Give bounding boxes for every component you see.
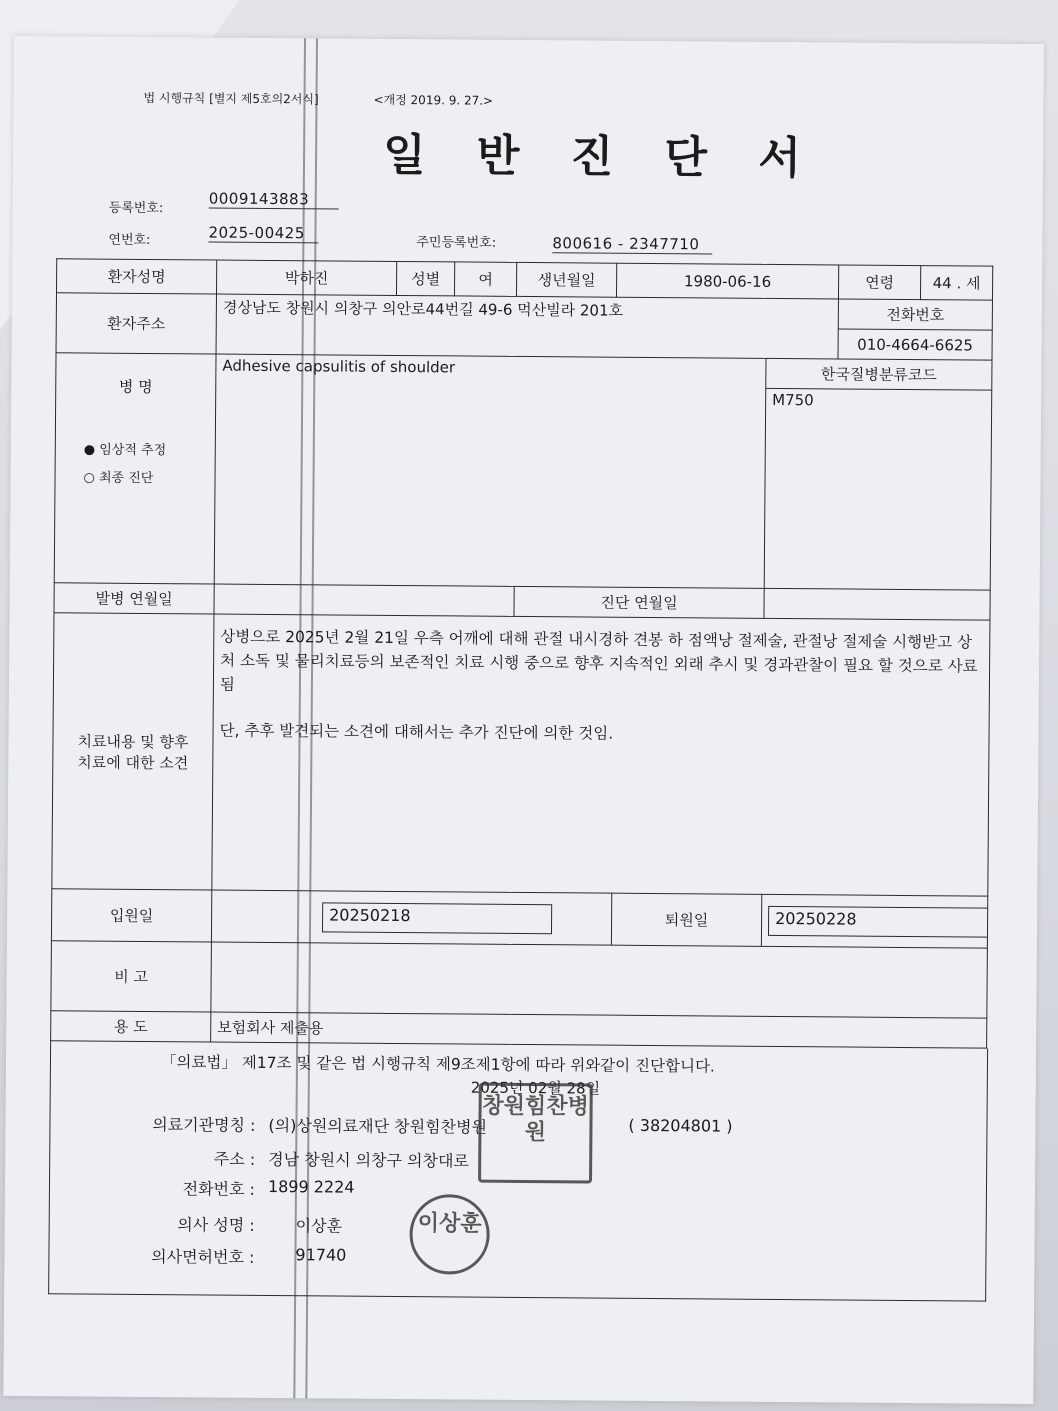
treatment-label-line1: 치료내용 및 향후 [77, 731, 189, 751]
patient-name: 박하진 [216, 260, 396, 295]
reg-no-value: 0009143883 [209, 189, 339, 209]
clinical-estimate-radio: ● 임상적 추정 [83, 442, 167, 459]
remarks-row [51, 941, 988, 1018]
hospital-seal-stamp: 창원힘찬병원 [478, 1083, 593, 1184]
discharge-label: 퇴원일 [611, 893, 761, 946]
onset-label: 발병 연월일 [54, 583, 214, 614]
institution-code: ( 38204801 ) [628, 1115, 733, 1136]
age-value: 44 . 세 [920, 266, 992, 301]
doctor-name: 이상훈 [295, 1216, 343, 1236]
dob-value: 1980-06-16 [616, 263, 838, 299]
patient-name-label: 환자성명 [56, 259, 216, 294]
usage-value: 보험회사 제출용 [211, 1012, 987, 1048]
issue-date: 2025년 02월 28일 [470, 1078, 601, 1098]
admission-date: 20250218 [322, 902, 552, 934]
doctor-seal-stamp: 이상훈 [409, 1194, 490, 1275]
usage-label: 용 도 [51, 1011, 211, 1042]
serial-value: 2025-00425 [208, 223, 318, 243]
sex-label: 성별 [396, 261, 454, 295]
final-diagnosis-radio: ○ 최종 진단 [83, 470, 154, 487]
age-label: 연령 [838, 265, 920, 300]
issuer-section [48, 1041, 988, 1301]
revision-date: <개정 2019. 9. 27.> [373, 92, 494, 108]
remarks-value [211, 942, 988, 1018]
license-label: 의사면허번호 : [151, 1247, 255, 1267]
kcd-code-value: M750 [764, 388, 992, 590]
document-title: 일 반 진 단 서 [382, 129, 820, 185]
treatment-note: 단, 추후 발견되는 소견에 대해서는 추가 진단에 의한 것임. [219, 721, 614, 743]
rrn-label: 주민등록번호: [416, 235, 497, 251]
treatment-text-cell [212, 614, 990, 896]
address-label: 환자주소 [56, 293, 216, 354]
onset-value [214, 584, 514, 616]
address-footer-label: 주소 : [213, 1149, 256, 1169]
institution-address: 경남 창원시 의창구 의창대로 [268, 1149, 470, 1171]
diagnosis-label-cell [54, 353, 216, 584]
doctor-label: 의사 성명 : [177, 1215, 255, 1235]
reg-no-label: 등록번호: [108, 200, 164, 217]
admission-label: 입원일 [51, 889, 211, 942]
institution-name: (의)상원의료재단 창원힘찬병원 [268, 1115, 488, 1137]
declaration-text: 「의료법」 제17조 및 같은 법 시행규칙 제9조제1항에 따라 위와같이 진단합니다. [160, 1053, 715, 1076]
phone-footer-label: 전화번호 : [182, 1179, 256, 1199]
remarks-label: 비 고 [51, 941, 212, 1012]
treatment-label-cell [52, 613, 214, 890]
treatment-row [52, 613, 990, 896]
sex-value: 여 [454, 262, 516, 296]
institution-label: 의료기관명칭 : [152, 1115, 256, 1135]
discharge-date: 20250228 [768, 905, 988, 937]
diagnosis-label: 병 명 [118, 377, 153, 397]
treatment-opinion: 상병으로 2025년 2월 21일 우측 어깨에 대해 관절 내시경하 견봉 하 점액낭 절제술, 관절낭 절제술 시행받고 상처 소독 및 물리치료등의 보존적인 치료 시행 중으로 향후 지속적인 외래 추시 및 경과관찰이 필요 할 것으로 사료됨 [219, 627, 978, 694]
dob-label: 생년월일 [516, 262, 616, 297]
diag-date-label: 진단 연월일 [514, 586, 764, 618]
form-reference: 법 시행규칙 [별지 제5호의2서식] [143, 90, 319, 107]
certificate-form-table [50, 258, 993, 1048]
address-value: 경상남도 창원시 의창구 의안로44번길 49-6 먹산빌라 201호 [216, 294, 838, 359]
rrn-value: 800616 - 2347710 [552, 234, 712, 254]
phone-label: 전화번호 [838, 299, 992, 330]
address-row [56, 293, 992, 330]
diagnosis-certificate [3, 36, 1044, 1404]
serial-label: 연번호: [108, 232, 151, 249]
admission-row [51, 889, 987, 948]
license-number: 91740 [295, 1245, 347, 1265]
phone-value: 010-4664-6625 [838, 329, 992, 360]
diagnosis-row [56, 353, 992, 390]
diagnosis-name: Adhesive capsulitis of shoulder [214, 354, 766, 588]
kcd-code-label: 한국질병분류코드 [766, 358, 992, 390]
treatment-label-line2: 치료에 대한 소견 [77, 752, 189, 772]
diag-date-value [764, 588, 990, 620]
institution-phone: 1899 2224 [267, 1176, 355, 1197]
